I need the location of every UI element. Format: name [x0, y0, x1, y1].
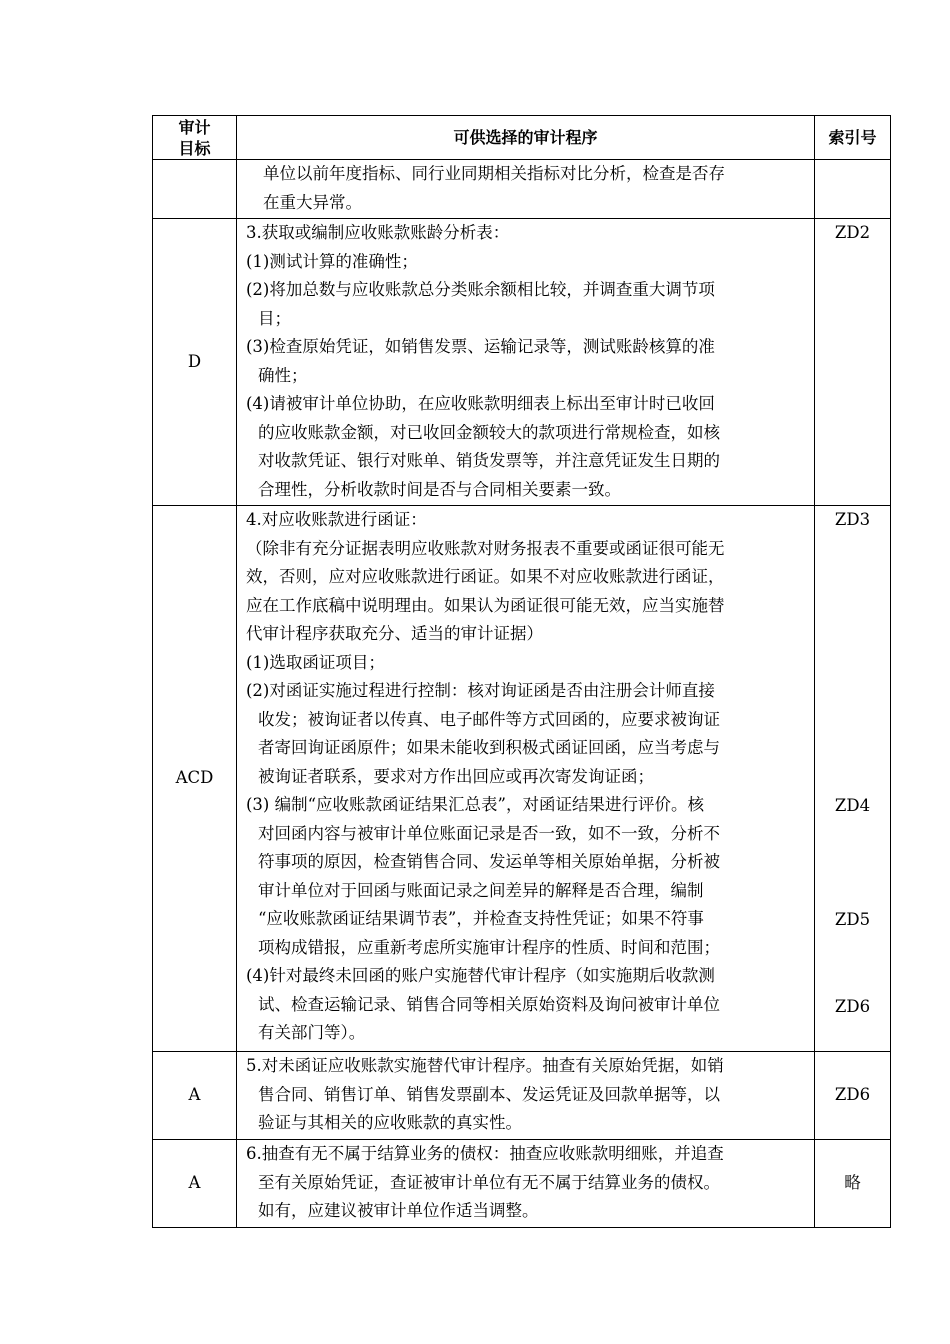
procedure-line: “应收账款函证结果调节表”，并检查支持性凭证；如果不符事: [258, 909, 704, 928]
table-row: [153, 506, 891, 1052]
procedure-line: (1)测试计算的准确性；: [246, 251, 418, 271]
index-cell: [815, 219, 891, 506]
objective-cell: A: [153, 1140, 237, 1228]
procedure-line: 审计单位对于回函与账面记录之间差异的解释是否合理，编制: [258, 880, 704, 900]
procedure-line: 对收款凭证、银行对账单、销货发票等，并注意凭证发生日期的: [258, 451, 720, 470]
header-index: 索引号: [815, 116, 891, 160]
procedure-line: 售合同、销售订单、销售发票副本、发运凭证及回款单据等，以: [258, 1084, 720, 1104]
procedure-line: 收发；被询证者以传真、电子邮件等方式回函的，应要求被询证: [258, 709, 720, 729]
procedure-line: 至有关原始凭证，查证被审计单位有无不属于结算业务的债权。: [258, 1172, 720, 1192]
header-procedure: 可供选择的审计程序: [237, 116, 815, 160]
procedure-cell: [237, 1140, 815, 1228]
procedure-line: 在重大异常。: [263, 192, 362, 212]
procedure-line: (4)针对最终未回函的账户实施替代审计程序（如实施期后收款测: [246, 966, 715, 985]
index-ref: 略: [844, 1173, 861, 1193]
procedure-line: 单位以前年度指标、同行业同期相关指标对比分析，检查是否存: [263, 164, 725, 183]
objective-cell: ACD: [153, 506, 237, 1052]
table-row: [153, 1140, 891, 1228]
procedure-line: (2)对函证实施过程进行控制：核对询证函是否由注册会计师直接: [246, 681, 715, 700]
procedure-line: 5.对未函证应收账款实施替代审计程序。抽查有关原始凭据，如销: [246, 1056, 724, 1075]
procedure-line: 如有，应建议被审计单位作适当调整。: [258, 1201, 539, 1220]
procedure-line: 者寄回询证函原件；如果未能收到积极式函证回函，应当考虑与: [258, 738, 720, 757]
table-row: [153, 1052, 891, 1140]
procedure-line: 项构成错报，应重新考虑所实施审计程序的性质、时间和范围；: [258, 937, 720, 957]
header-objective-line2: 目标: [178, 138, 211, 158]
procedure-cell: [237, 1052, 815, 1140]
table-row: [153, 219, 891, 506]
table-row: [153, 160, 891, 219]
header-row: [153, 116, 891, 160]
procedure-line: 代审计程序获取充分、适当的审计证据）: [246, 624, 543, 643]
index-ref: ZD2: [834, 223, 871, 242]
header-objective: [153, 116, 237, 160]
procedure-line: 有关部门等）。: [258, 1023, 366, 1042]
header-objective-line1: 审计: [178, 117, 211, 137]
procedure-line: 3.获取或编制应收账款账龄分析表：: [246, 223, 510, 242]
procedure-line: （除非有充分证据表明应收账款对财务报表不重要或函证很可能无: [246, 538, 725, 558]
index-cell: [815, 506, 891, 1052]
procedure-line: 目；: [258, 308, 291, 328]
procedure-line: 合理性，分析收款时间是否与合同相关要素一致。: [258, 479, 621, 499]
procedure-line: 对回函内容与被审计单位账面记录是否一致，如不一致，分析不: [258, 823, 720, 843]
objective-cell: A: [153, 1052, 237, 1140]
procedure-line: 效，否则，应对应收账款进行函证。如果不对应收账款进行函证，: [246, 567, 725, 586]
objective-cell: [153, 160, 237, 219]
index-cell: [815, 160, 891, 219]
procedure-line: 6.抽查有无不属于结算业务的债权：抽查应收账款明细账，并追查: [246, 1144, 724, 1163]
index-cell: [815, 1052, 891, 1140]
procedure-cell: [237, 506, 815, 1052]
procedure-line: 4.对应收账款进行函证：: [246, 510, 427, 529]
index-ref: ZD3: [834, 510, 871, 529]
procedure-cell: [237, 219, 815, 506]
procedure-line: (3)检查原始凭证，如销售发票、运输记录等，测试账龄核算的准: [246, 337, 715, 356]
index-cell: [815, 1140, 891, 1228]
procedure-line: 验证与其相关的应收账款的真实性。: [258, 1113, 522, 1132]
procedure-line: (1)选取函证项目；: [246, 652, 385, 672]
procedure-cell: [237, 160, 815, 219]
procedure-line: 试、检查运输记录、销售合同等相关原始资料及询问被审计单位: [258, 994, 720, 1014]
objective-cell: D: [153, 219, 237, 506]
index-ref: ZD6: [834, 997, 871, 1016]
procedure-line: 应在工作底稿中说明理由。如果认为函证很可能无效，应当实施替: [246, 595, 725, 615]
index-ref: ZD6: [834, 1085, 871, 1105]
index-ref: ZD5: [834, 910, 871, 929]
index-ref: ZD4: [834, 796, 871, 815]
procedure-line: 符事项的原因，检查销售合同、发运单等相关原始单据，分析被: [258, 852, 720, 871]
procedure-line: (2)将加总数与应收账款总分类账余额相比较，并调查重大调节项: [246, 280, 715, 299]
procedure-line: 确性；: [258, 365, 308, 385]
procedure-line: (4)请被审计单位协助，在应收账款明细表上标出至审计时已收回: [246, 394, 715, 413]
procedure-line: 被询证者联系，要求对方作出回应或再次寄发询证函；: [258, 766, 654, 786]
procedure-line: (3) 编制“应收账款函证结果汇总表”，对函证结果进行评价。核: [246, 795, 704, 814]
procedure-line: 的应收账款金额，对已收回金额较大的款项进行常规检查，如核: [258, 422, 720, 442]
audit-procedures-table: [152, 115, 891, 1228]
